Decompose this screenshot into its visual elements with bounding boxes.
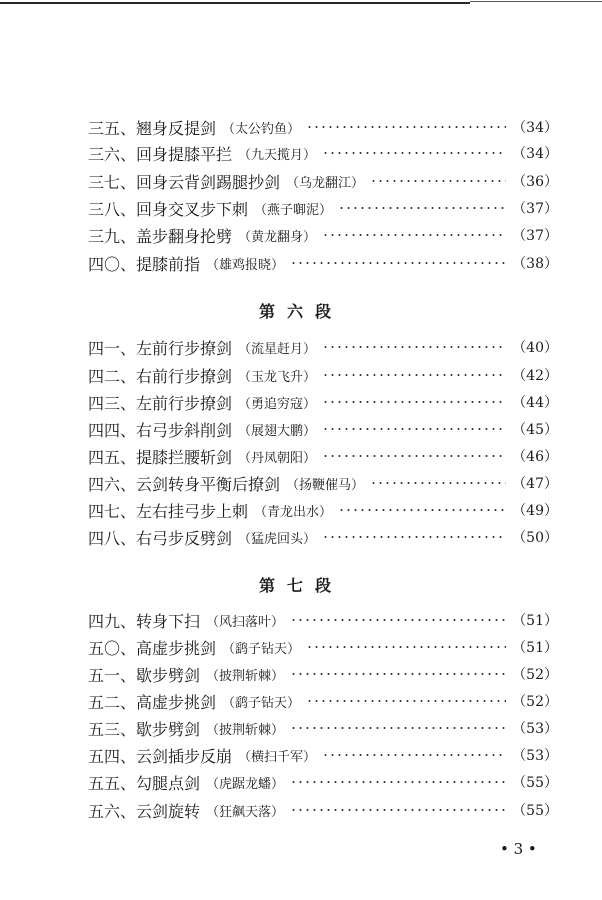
entry-title: 歇步劈剑 xyxy=(136,719,201,739)
entry-title: 回身交叉步下刺 xyxy=(136,199,249,219)
entry-title: 右弓步反劈剑 xyxy=(136,528,233,548)
toc-entry xyxy=(88,334,558,360)
toc-entry xyxy=(88,168,558,194)
entry-number: 五二、 xyxy=(88,692,137,712)
entry-alias: （风扫落叶） xyxy=(206,614,285,630)
entry-page: （38） xyxy=(512,256,558,272)
leader-dots xyxy=(338,509,506,511)
entry-page: （49） xyxy=(512,503,558,519)
entry-page: （37） xyxy=(512,201,558,217)
entry-page: （53） xyxy=(512,721,558,737)
entry-number: 四八、 xyxy=(88,528,137,548)
entry-alias: （披荆斩棘） xyxy=(206,722,285,738)
entry-page: （42） xyxy=(512,368,558,384)
entry-alias: （雄鸡报晓） xyxy=(206,257,285,273)
entry-alias: （鹞子钻天） xyxy=(222,695,301,711)
entry-alias: （丹凤朝阳） xyxy=(238,450,317,466)
leader-dots xyxy=(290,619,506,621)
entry-number: 五四、 xyxy=(88,746,137,766)
entry-number: 四六、 xyxy=(88,474,137,494)
toc-entry xyxy=(88,497,558,523)
entry-title: 云剑转身平衡后撩剑 xyxy=(136,474,281,494)
entry-number: 三九、 xyxy=(88,226,137,246)
entry-title: 提膝拦腰斩剑 xyxy=(136,447,233,467)
entry-page: （44） xyxy=(512,395,558,411)
entry-title: 回身云背剑踢腿抄剑 xyxy=(136,172,281,192)
leader-dots xyxy=(322,346,506,348)
toc-entry xyxy=(88,688,558,714)
entry-page: （50） xyxy=(512,530,558,546)
entry-page: （51） xyxy=(512,613,558,629)
entry-alias: （展翅大鹏） xyxy=(238,423,317,439)
leader-dots xyxy=(322,374,506,376)
toc-entry xyxy=(88,140,558,166)
leader-dots xyxy=(370,482,506,484)
entry-title: 翘身反提剑 xyxy=(136,118,217,138)
leader-dots xyxy=(322,401,506,403)
entry-title: 高虚步挑剑 xyxy=(136,692,217,712)
entry-number: 五六、 xyxy=(88,801,137,821)
entry-number: 三七、 xyxy=(88,172,137,192)
toc-entry xyxy=(88,222,558,248)
toc-entry xyxy=(88,250,558,276)
entry-number: 五〇、 xyxy=(88,638,137,658)
leader-dots xyxy=(306,646,506,648)
leader-dots xyxy=(322,455,506,457)
entry-page: （52） xyxy=(512,694,558,710)
entry-number: 五三、 xyxy=(88,719,137,739)
entry-title: 左右挂弓步上刺 xyxy=(136,501,249,521)
toc-entry xyxy=(88,195,558,221)
entry-alias: （勇追穷寇） xyxy=(238,396,317,412)
leader-dots xyxy=(306,700,506,702)
entry-page: （55） xyxy=(512,803,558,819)
entry-alias: （玉龙飞升） xyxy=(238,369,317,385)
toc-entry xyxy=(88,661,558,687)
entry-alias: （黄龙翻身） xyxy=(238,229,317,245)
entry-alias: （狂飙天落） xyxy=(206,804,285,820)
entry-page: （53） xyxy=(512,748,558,764)
entry-alias: （披荆斩棘） xyxy=(206,668,285,684)
entry-page: （45） xyxy=(512,422,558,438)
page-number: • 3 • xyxy=(500,840,537,858)
toc-entry xyxy=(88,470,558,496)
entry-title: 左前行步撩剑 xyxy=(136,393,233,413)
entry-number: 三八、 xyxy=(88,199,137,219)
entry-alias: （横扫千军） xyxy=(238,749,317,765)
toc-entry xyxy=(88,607,558,633)
toc-entry xyxy=(88,416,558,442)
entry-number: 四九、 xyxy=(88,611,137,631)
entry-number: 四二、 xyxy=(88,366,137,386)
entry-number: 四五、 xyxy=(88,447,137,467)
entry-alias: （流星赶月） xyxy=(238,341,317,357)
toc-entry xyxy=(88,769,558,795)
entry-page: （51） xyxy=(512,640,558,656)
entry-alias: （青龙出水） xyxy=(254,504,333,520)
leader-dots xyxy=(290,809,506,811)
entry-alias: （鹞子钻天） xyxy=(222,641,301,657)
leader-dots xyxy=(322,428,506,430)
entry-page: （55） xyxy=(512,775,558,791)
entry-alias: （燕子啣泥） xyxy=(254,202,333,218)
entry-page: （36） xyxy=(512,174,558,190)
entry-number: 四一、 xyxy=(88,338,137,358)
entry-title: 云剑插步反崩 xyxy=(136,746,233,766)
toc-entry xyxy=(88,797,558,823)
section-heading-7: 第七段 xyxy=(258,576,343,595)
leader-dots xyxy=(322,234,506,236)
entry-number: 四四、 xyxy=(88,420,137,440)
entry-page: （37） xyxy=(512,228,558,244)
toc-entry xyxy=(88,742,558,768)
leader-dots xyxy=(322,754,506,756)
toc-entry xyxy=(88,715,558,741)
entry-number: 四七、 xyxy=(88,501,137,521)
entry-number: 五五、 xyxy=(88,773,137,793)
leader-dots xyxy=(306,126,506,128)
entry-alias: （乌龙翻江） xyxy=(286,175,365,191)
leader-dots xyxy=(290,727,506,729)
entry-number: 三六、 xyxy=(88,144,137,164)
leader-dots xyxy=(290,673,506,675)
entry-title: 右前行步撩剑 xyxy=(136,366,233,386)
entry-title: 提膝前指 xyxy=(136,254,201,274)
entry-number: 四三、 xyxy=(88,393,137,413)
leader-dots xyxy=(290,781,506,783)
toc-entry xyxy=(88,524,558,550)
entry-title: 歇步劈剑 xyxy=(136,665,201,685)
leader-dots xyxy=(290,262,506,264)
entry-alias: （猛虎回头） xyxy=(238,531,317,547)
leader-dots xyxy=(322,536,506,538)
entry-alias: （扬鞭催马） xyxy=(286,477,365,493)
entry-title: 勾腿点剑 xyxy=(136,773,201,793)
entry-alias: （九天揽月） xyxy=(238,147,317,163)
entry-number: 四〇、 xyxy=(88,254,137,274)
toc-entry xyxy=(88,634,558,660)
entry-page: （34） xyxy=(512,146,558,162)
entry-page: （47） xyxy=(512,476,558,492)
leader-dots xyxy=(370,180,506,182)
entry-title: 盖步翻身抡劈 xyxy=(136,226,233,246)
entry-page: （46） xyxy=(512,449,558,465)
toc-entry xyxy=(88,362,558,388)
entry-title: 右弓步斜削剑 xyxy=(136,420,233,440)
entry-number: 五一、 xyxy=(88,665,137,685)
leader-dots xyxy=(322,152,506,154)
entry-page: （40） xyxy=(512,340,558,356)
toc-entry xyxy=(88,443,558,469)
entry-title: 回身提膝平拦 xyxy=(136,144,233,164)
leader-dots xyxy=(338,207,506,209)
entry-title: 高虚步挑剑 xyxy=(136,638,217,658)
entry-page: （52） xyxy=(512,667,558,683)
entry-title: 左前行步撩剑 xyxy=(136,338,233,358)
entry-page: （34） xyxy=(512,120,558,136)
toc-entry xyxy=(88,114,558,140)
entry-title: 转身下扫 xyxy=(136,611,201,631)
entry-alias: （太公钓鱼） xyxy=(222,121,301,137)
entry-alias: （虎踞龙蟠） xyxy=(206,776,285,792)
section-heading-6: 第六段 xyxy=(258,302,343,321)
entry-title: 云剑旋转 xyxy=(136,801,201,821)
entry-number: 三五、 xyxy=(88,118,137,138)
toc-entry xyxy=(88,389,558,415)
